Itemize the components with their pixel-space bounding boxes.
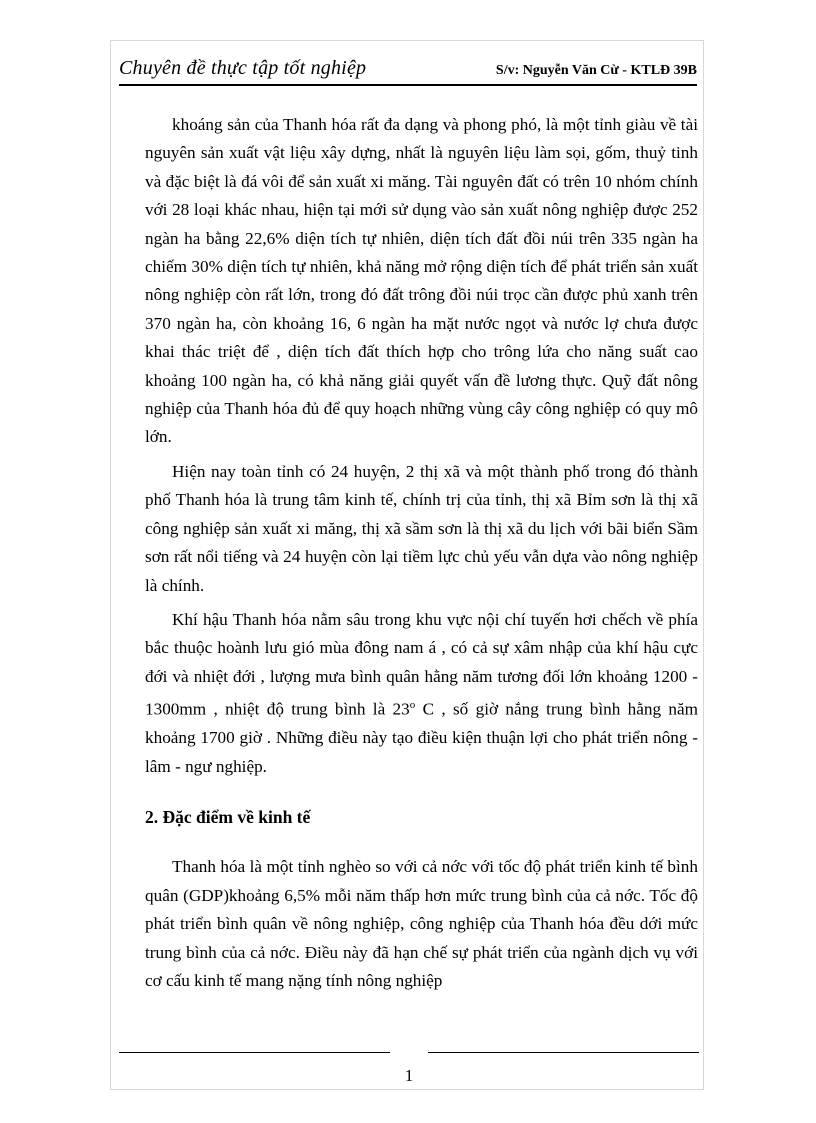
student-info: S/v: Nguyễn Văn Cừ - KTLĐ 39B (495, 63, 697, 78)
paragraph-climate (145, 606, 698, 781)
climate-text-start: Khí hậu Thanh hóa nằm sâu trong khu vực nội chí tuyến hơi chếch về phía bắc thuộc hoành lưu gió mùa đông nam á , có cả sự xâm nhập của khí hậu cực đới và nhiệt đới , lượng mưa bình quân hằng năm tương đối lớn khoảng 1200 - 1300mm , nhiệt độ trung bình là 23 (145, 609, 698, 719)
degree-symbol: o (409, 699, 416, 712)
page-footer (119, 1052, 699, 1092)
page-header (119, 52, 697, 86)
climate-text-end: C , số giờ nắng trung bình hằng năm khoảng 1700 giờ . Những điều này tạo điều kiện thuận lợi cho phát triển nông - lâm - ngư nghiệp. (145, 699, 698, 776)
footer-rule-right (428, 1052, 699, 1053)
paragraph-minerals: khoáng sản của Thanh hóa rất đa dạng và phong phó, là một tỉnh giàu về tài nguyên sản xuất vật liệu xây dựng, nhất là nguyên liệu làm sọi, gốm, thuỷ tinh và đặc biệt là đá vôi để sản xuất xi măng. Tài nguyên đất có trên 10 nhóm chính với 28 loại khác nhau, hiện tại mới sử dụng vào sản xuất nông nghiệp được 252 ngàn ha bằng 22,6% diện tích tự nhiên, diện tích đất đồi núi trên 335 ngàn ha chiếm 30% diện tích tự nhiên, khả năng mở rộng diện tích để phát triển sản xuất nông nghiệp còn rất lớn, trong đó đất trông đồi núi trọc cần được phủ xanh trên 370 ngàn ha, còn khoảng 16, 6 ngàn ha mặt nước ngọt và nước lợ chưa được khai thác triệt để , diện tích đất thích hợp cho trông lứa cho năng suất cao khoảng 100 ngàn ha, có khả năng giải quyết vấn đề lương thực. Quỹ đất nông nghiệp của Thanh hóa đủ để quy hoạch những vùng cây công nghiệp có quy mô lớn. (145, 115, 698, 447)
paragraph-economy: Thanh hóa là một tỉnh nghèo so với cả nớc với tốc độ phát triển kinh tế bình quân (GDP)khoảng 6,5% mỗi năm thấp hơn mức trung bình của cả nớc. Tốc độ phát triển bình quân về nông nghiệp, công nghiệp của Thanh hóa đều dới mức trung bình của cả nớc. Điều này đã hạn chế sự phát triển của ngành dịch vụ với cơ cấu kinh tế mang nặng tính nông nghiệp (145, 857, 698, 991)
section-heading: 2. Đặc điểm về kinh tế (145, 807, 311, 828)
page-number: 1 (404, 1066, 414, 1085)
document-title: Chuyên đề thực tập tốt nghiệp (119, 57, 367, 79)
paragraph-administration: Hiện nay toàn tỉnh có 24 huyện, 2 thị xã và một thành phố trong đó thành phố Thanh hóa là trung tâm kinh tế, chính trị của tỉnh, thị xã Bỉm sơn là thị xã công nghiệp sản xuất xi măng, thị xã sầm sơn là thị xã du lịch với bãi biển Sầm sơn rất nổi tiếng và 24 huyện còn lại tiềm lực chủ yếu vẫn dựa vào nông nghiệp là chính. (145, 461, 698, 595)
footer-rule-left (119, 1052, 390, 1053)
document-body (145, 111, 698, 996)
